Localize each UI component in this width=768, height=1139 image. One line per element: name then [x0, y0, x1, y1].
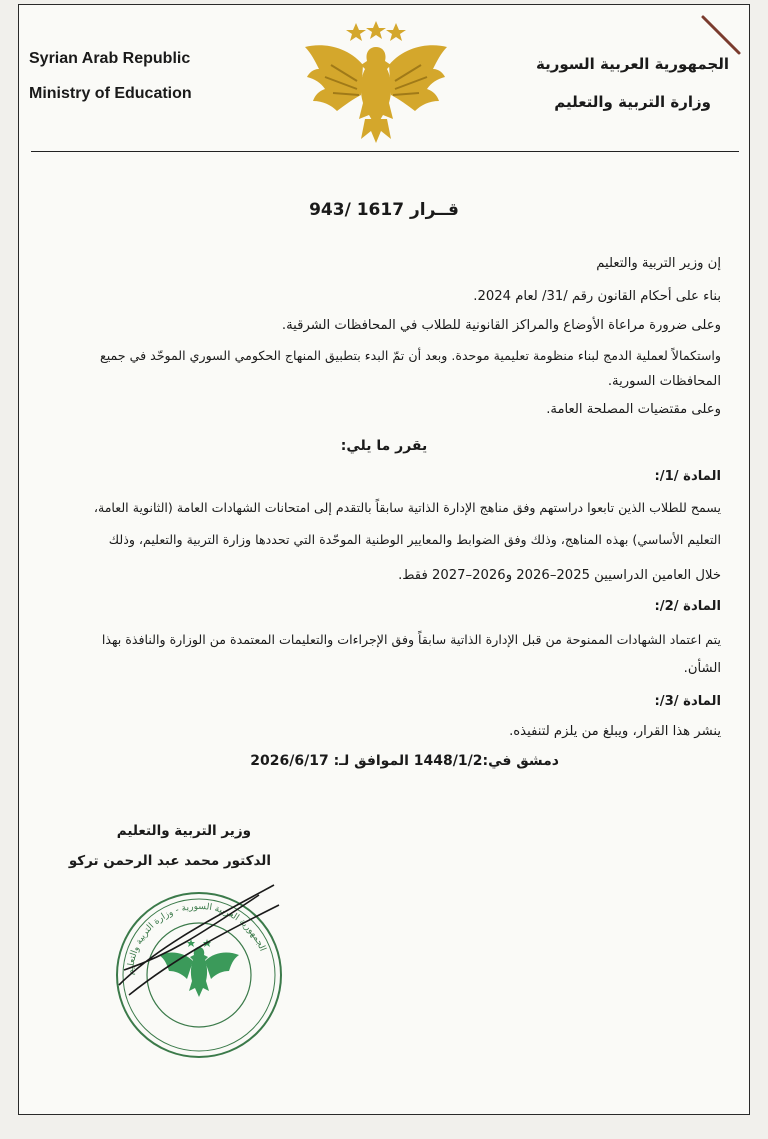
- corner-pen-mark: [699, 13, 744, 58]
- article-1-line: خلال العامين الدراسيين 2025–2026 و2026–2027 فقط.: [398, 568, 721, 583]
- preamble-line: إن وزير التربية والتعليم: [596, 256, 721, 271]
- preamble-line: وعلى ضرورة مراعاة الأوضاع والمراكز القانونية للطلاب في المحافظات الشرقية.: [281, 318, 721, 333]
- official-stamp: [99, 875, 299, 1075]
- signature-title: وزير التربية والتعليم: [116, 823, 251, 839]
- article-1-heading: المادة /1/:: [654, 469, 721, 484]
- decree-title: قــرار 1617 /943: [309, 200, 459, 220]
- header-divider: [31, 151, 739, 152]
- article-2-line: الشأن.: [683, 661, 721, 676]
- document-page: [18, 4, 750, 1115]
- article-2-line: يتم اعتماد الشهادات الممنوحة من قبل الإدارة الذاتية سابقاً وفق الإجراءات والتعليمات المعتمدة من الوزارة والنافذة بهذا: [101, 632, 721, 647]
- signature-name: الدكتور محمد عبد الرحمن تركو: [68, 853, 271, 869]
- article-2-heading: المادة /2/:: [654, 599, 721, 614]
- header-english-line2: Ministry of Education: [29, 85, 192, 102]
- article-1-line: التعليم الأساسي) بهذه المناهج، وذلك وفق الضوابط والمعايير الوطنية الموحّدة التي تحددها وزارة التربية والتعليم، وذلك: [108, 532, 721, 547]
- header-arabic-line1: الجمهورية العربية السورية: [536, 55, 729, 73]
- date-line: دمشق في:1448/1/2 الموافق لـ: 2026/6/17: [250, 753, 559, 769]
- article-3-heading: المادة /3/:: [654, 694, 721, 709]
- stamp-circular-text: الجمهورية العربية السورية - وزارة التربية والتعليم: [125, 901, 268, 976]
- decides-heading: يقرر ما يلي:: [340, 438, 428, 454]
- preamble-line: واستكمالاً لعملية الدمج لبناء منظومة تعليمية موحدة. وبعد أن تمّ البدء بتطبيق المنهاج الحكومي السوري الموحّد في جميع: [100, 348, 721, 363]
- preamble-line: بناء على أحكام القانون رقم /31/ لعام 2024.: [473, 289, 721, 304]
- header-arabic-line2: وزارة التربية والتعليم: [554, 93, 711, 111]
- preamble-line: المحافظات السورية.: [607, 374, 721, 389]
- header-english-line1: Syrian Arab Republic: [29, 50, 191, 67]
- golden-eagle-emblem-icon: [301, 15, 451, 147]
- preamble-line: وعلى مقتضيات المصلحة العامة.: [546, 402, 721, 417]
- article-3-line: ينشر هذا القرار، ويبلغ من يلزم لتنفيذه.: [509, 724, 721, 739]
- article-1-line: يسمح للطلاب الذين تابعوا دراستهم وفق مناهج الإدارة الذاتية سابقاً بالتقدم إلى امتحانات الشهادات العامة (الثانوية العامة،: [93, 500, 721, 515]
